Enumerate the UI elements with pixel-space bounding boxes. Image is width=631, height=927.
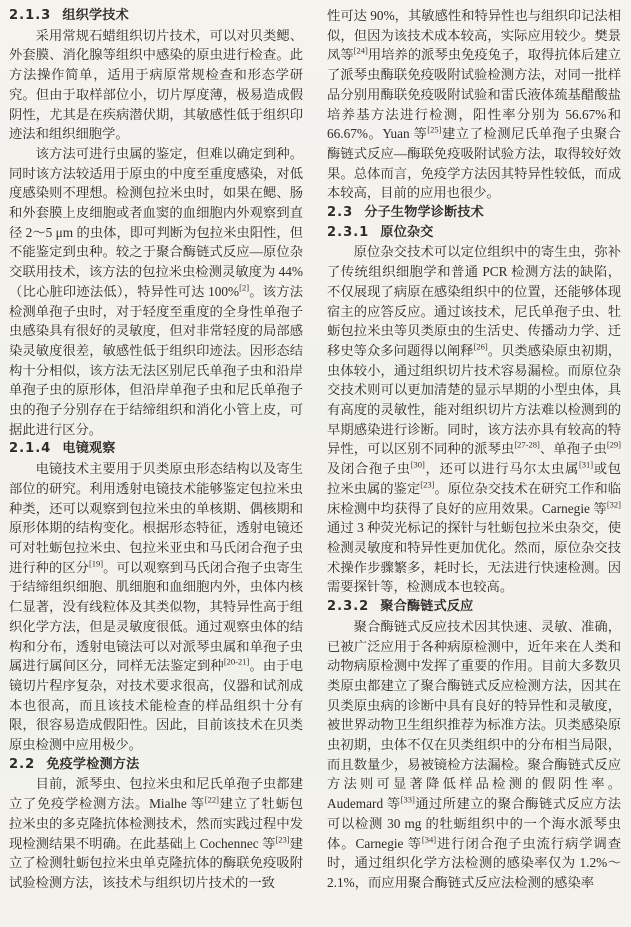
section-title: 组织学技术 xyxy=(62,8,129,23)
section-title: 电镜观察 xyxy=(62,441,116,457)
citation-ref: [22] xyxy=(204,794,219,805)
left-column xyxy=(9,6,303,927)
citation-ref: [24] xyxy=(353,45,368,56)
section-number: 2.1.4 xyxy=(9,441,52,457)
section-heading xyxy=(9,6,303,26)
citation-ref: [26] xyxy=(473,341,488,352)
paragraph: 该方法可进行虫属的鉴定，但难以确定到种。同时该方法较适用于原虫的中度至重度感染，对低度感染则不理想。检测包拉米虫时，如果在鳃、肠和外套膜上皮细胞或者血窦的血细胞内外观察到直径 2～5 μm 的虫体，即可判断为包拉米虫阳性，但不能鉴定到虫种。较之于聚合酶链式反应—原位杂交联用技术，该方法的包拉米虫检测灵敏度为 44%（比心脏印迹法低），特异性可达 100%[2]。该方法检测单孢子虫时，对于轻度至重度的全身性单孢子虫感染具有很好的灵敏度，但对非常轻度的局部感染灵敏度很差，敏感性低于组织印迹法。因形态结构十分相似，该方法无法区别尼氏单孢子虫和沿岸单孢子虫的原形体，但沿岸单孢子虫和尼氏单孢子虫的孢子分别存在于结缔组织和消化小管上皮，可据此进行区分。 xyxy=(9,145,303,437)
section-heading xyxy=(327,597,621,617)
citation-ref: [23] xyxy=(420,479,435,490)
paragraph: 聚合酶链式反应技术因其快速、灵敏、准确，已被广泛应用于各种病原检测中，近年来在人类和动物病原检测中发挥了重要的作用。目前大多数贝类原虫都建立了聚合酶链式反应检测方法，因其在贝类原虫病的诊断中具有良好的特异性和灵敏度，被世界动物卫生组织推荐为标准方法。贝类感染原虫初期，虫体不仅在贝类组织中的分布相当局限，而且数量少，易被镜检方法漏检。聚合酶链式反应方法则可显著降低样品检测的假阴性率。Audemard 等[33]通过所建立的聚合酶链式反应方法可以检测 30 mg 的牡蛎组织中的一个海水派琴虫体。Carnegie 等[34]进行闭合孢子虫流行病学调查时，通过组织化学方法检测的感染率仅为 1.2%～2.1%，而应用聚合酶链式反应法检测的感染率 xyxy=(327,618,621,890)
paragraph: 原位杂交技术可以定位组织中的寄生虫，弥补了传统组织细胞学和普通 PCR 检测方法的缺陷，不仅展现了病原在感染组织中的位置，还能够体现宿主的应答反应。通过该技术，尼氏单孢子虫、牡蛎包拉米虫等贝类原虫的生活史、传播动力学、迁移史等众多问题得以阐释[26]。贝类感染原虫初期，虫体较小，通过组织切片技术容易漏检。而原位杂交技术则可以更加清楚的显示早期的小型虫体，具有高度的灵敏性，能对组织切片方法难以检测到的早期感染进行诊断。同时，该方法亦具有较高的特异性，可以区别不同种的派琴虫[27-28]、单孢子虫[29]及闭合孢子虫[30]，还可以进行马尔太虫属[31]或包拉米虫属的鉴定[23]。原位杂交技术在研究工作和临床检测中均获得了良好的应用效果。Carnegie 等[32]通过 3 种荧光标记的探针与牡蛎包拉米虫杂交，使检测灵敏度和特异性更加优化。然而，原位杂交技术操作步骤繁多，耗时长，无法进行快速检测。因需要探针等，检测成本也较高。 xyxy=(327,244,622,595)
citation-ref: [2] xyxy=(239,282,250,293)
citation-ref: [34] xyxy=(421,834,437,845)
paragraph: 电镜技术主要用于贝类原虫形态结构以及寄生部位的研究。利用透射电镜技术能够鉴定包拉米虫种类，还可以观察到包拉米虫的单核期、偶核期和原形体期的结构变化。根据形态特征，透射电镜还可对牡蛎包拉米虫、包拉米亚虫和马氏闭合孢子虫进行种的区分[19]。可以观察到马氏闭合孢子虫寄生于结缔组织细胞、肌细胞和血细胞内外，虫体内核仁显著，没有线粒体及其类似物，其特异性高于组织化学方法，但是灵敏度很低。通过观察虫体的结构和分布，透射电镜法可以对派琴虫属和单孢子虫属进行属间区分，同样无法鉴定到种[20-21]。由于电镜切片程序复杂，对技术要求很高，仪器和试剂成本也很高，而且该技术能检查的样品组织十分有限，很容易造成假阳性。因此，目前该技术在贝类原虫检测中应用极少。 xyxy=(9,461,304,753)
section-number: 2.1.3 xyxy=(9,8,52,23)
section-heading xyxy=(327,203,621,223)
citation-ref: [19] xyxy=(88,558,104,569)
citation-ref: [30] xyxy=(410,459,425,470)
section-heading xyxy=(9,755,303,775)
paragraph: 目前，派琴虫、包拉米虫和尼氏单孢子虫都建立了免疫学检测方法。Mialhe 等[22]建立了牡蛎包拉米虫的多克隆抗体检测技术，然而实践过程中发现检测结果不明确。在此基础上 Cochennec 等[23]建立了检测牡蛎包拉米虫单克隆抗体的酶联免疫吸附试验检测方法，该技术与组织切片技术的一致 xyxy=(9,776,304,890)
citation-ref: [20-21] xyxy=(223,656,250,667)
citation-ref: [33] xyxy=(400,794,415,805)
section-title: 原位杂交 xyxy=(380,224,434,240)
section-number: 2.3.1 xyxy=(327,224,370,240)
section-number: 2.3.2 xyxy=(327,599,370,615)
section-title: 聚合酶链式反应 xyxy=(380,599,474,615)
paragraph: 性可达 90%，其敏感性和特异性也与组织印记法相似，但因为该技术成本较高，实际应用较少。樊景凤等[24]用培养的派琴虫免疫兔子，取得抗体后建立了派琴虫酶联免疫吸附试验检测方法，对同一批样品分别用酶联免疫吸附试验和雷氏液体巯基醋酸盐培养基方法进行检测，阳性率分别为 56.67%和 66.67%。Yuan 等[25]建立了检测尼氏单孢子虫聚合酶链式反应—酶联免疫吸附试验方法，取得较好效果。总体而言，免疫学方法因其特异性较低，而成本较高，目前的应用也很少。 xyxy=(327,8,622,201)
section-number: 2.3 xyxy=(327,205,354,221)
citation-ref: [23] xyxy=(275,834,290,845)
section-heading xyxy=(327,223,621,243)
citation-ref: [27-28] xyxy=(514,440,540,451)
citation-ref: [31] xyxy=(578,459,594,470)
section-heading xyxy=(9,439,303,459)
right-column xyxy=(327,6,621,927)
citation-ref: [29] xyxy=(606,440,622,451)
citation-ref: [32] xyxy=(606,499,621,510)
citation-ref: [25] xyxy=(427,124,442,135)
section-title: 分子生物学诊断技术 xyxy=(364,205,484,221)
section-title: 免疫学检测方法 xyxy=(46,756,140,772)
paragraph: 采用常规石蜡组织切片技术，可以对贝类鳃、外套膜、消化腺等组织中感染的原虫进行检查。此方法操作简单，适用于病原常规检查和形态学研究。但由于取样部位小，切片厚度薄，极易造成假阴性，尤其是在疾病潜伏期，其敏感性低于组织印迹法和组织细胞学。 xyxy=(9,27,303,142)
section-number: 2.2 xyxy=(9,756,36,772)
